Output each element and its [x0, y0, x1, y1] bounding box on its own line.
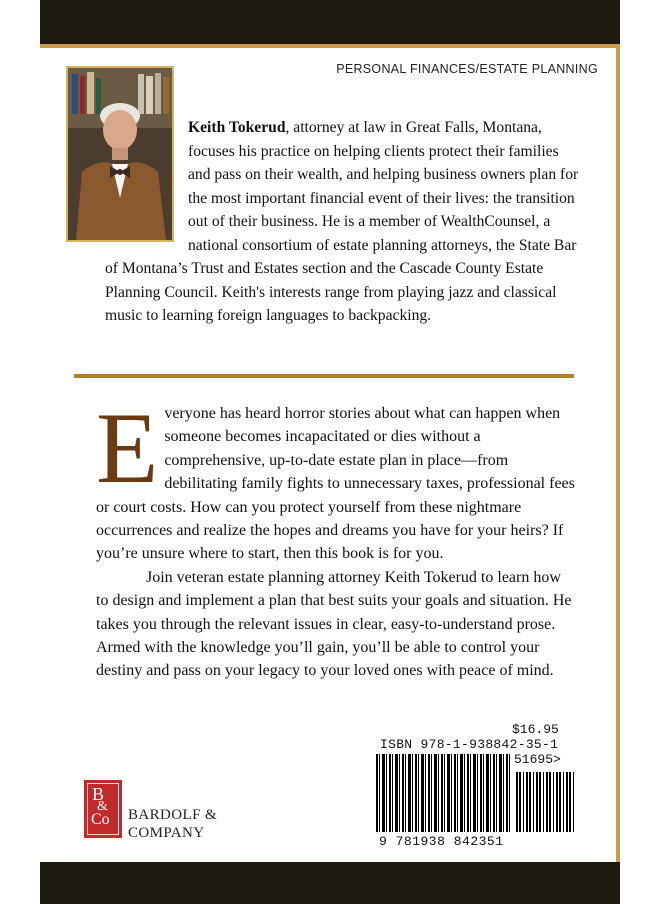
isbn-label: ISBN 978-1-938842-35-1: [380, 737, 559, 752]
barcode-addon-digits: 51695>: [514, 752, 561, 767]
author-bio: [105, 116, 583, 328]
publisher-name-line-2: COMPANY: [128, 825, 205, 841]
author-name: Keith Tokerud: [188, 119, 286, 136]
logo-letters-co: Co: [91, 811, 110, 828]
section-divider: [74, 374, 574, 378]
top-dark-band: [40, 0, 620, 44]
logo-letter-b: B: [92, 784, 105, 804]
price-label: $16.95: [512, 722, 559, 737]
barcode-addon-bars: [516, 772, 574, 832]
publisher-logo: [84, 780, 122, 838]
book-description: [96, 392, 576, 683]
category-label: PERSONAL FINANCES/ESTATE PLANNING: [336, 62, 598, 76]
drop-cap: E: [96, 392, 159, 505]
barcode-ean-digits: 9 781938 842351: [379, 834, 504, 849]
right-gold-rule: [616, 44, 620, 862]
barcode-main-bars: [376, 754, 510, 832]
description-paragraph-1: veryone has heard horror stories about what can happen when someone becomes incapacitated or dies without a comprehensive, up-to-date estate plan in place—from debilitating family fights to unnecessary taxes, professional fees or court costs. How can you protect yourself from these nightmare occurrences and realize the hopes and dreams you have for your heirs? If you’re unsure where to start, then this book is for you.: [96, 405, 575, 563]
publisher-name: [128, 806, 217, 842]
publisher-name-line-1: BARDOLF &: [128, 807, 218, 823]
bottom-dark-band: [40, 862, 620, 904]
logo-ampersand: &: [97, 799, 108, 814]
author-bio-text: , attorney at law in Great Falls, Montana, focuses his practice on helping clients protect their families and pass on their wealth, and helping business owners plan for the most important financial event of their lives: the transition out of their business. He is a member of WealthCounsel, a national consortium of estate planning attorneys, the State Bar of Montana’s Trust and Estates section and the Cascade County Estate Planning Council. Keith's interests range from playing jazz and classical music to learning foreign languages to backpacking.: [105, 119, 579, 324]
top-gold-rule: [40, 44, 620, 48]
description-paragraph-2: Join veteran estate planning attorney Keith Tokerud to learn how to design and implement a plan that best suits your goals and situation. He takes you through the relevant issues in clear, easy-to-understand prose. Armed with the knowledge you’ll gain, you’ll be able to control your destiny and pass on your legacy to your loved ones with peace of mind.: [96, 568, 572, 680]
